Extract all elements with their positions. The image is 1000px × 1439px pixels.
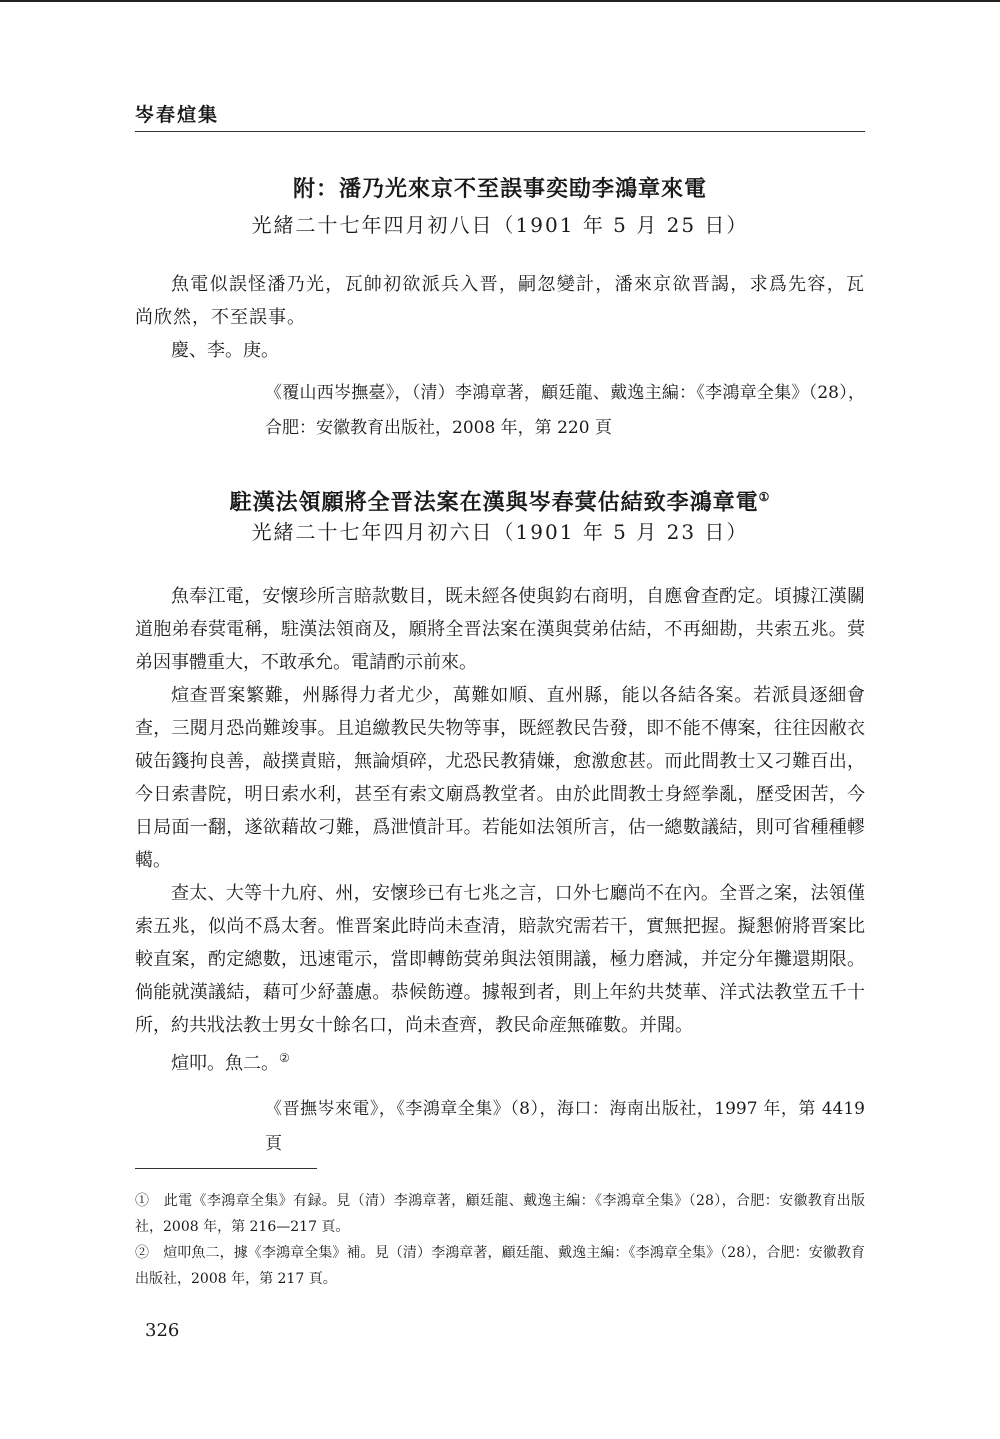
appendix-title: 附：潘乃光來京不至誤事奕劻李鴻章來電 <box>292 176 707 202</box>
footnote-ref-2[interactable]: ② <box>279 1051 290 1065</box>
telegram-paragraph-1: 魚奉江電，安懷珍所言賠款數目，既未經各使與鈞右商明，自應會查酌定。頃據江漢關道胞弟春蓂電稱，駐漢法領商及，願將全晋法案在漢與蓂弟估結，不再細勘，共索五兆。蓂弟因事體重大，不敢承允。電請酌示前來。 <box>135 586 865 673</box>
appendix-body <box>135 268 865 367</box>
telegram-date-block <box>135 517 865 547</box>
top-border-rule <box>0 0 1000 2</box>
telegram-closing <box>135 1042 865 1080</box>
running-head-title: 岑春煊集 <box>135 104 220 126</box>
telegram-paragraph-2: 煊查晋案繁難，州縣得力者尤少，萬難如順、直州縣，能以各結各案。若派員逐細會查，三閱月恐尚難竣事。且追繳教民失物等事，既經教民告發，即不能不傳案，往往因敝衣破缶籛拘良善，敲撲責賠，無論煩碎，尤恐民教猜嫌，愈激愈甚。而此間教士又刁難百出，今日索書院，明日索水利，甚至有索文廟爲教堂者。由於此間教士身經拳亂，歷受困苦，今日局面一翻，遂欲藉故刁難，爲泄憤計耳。若能如法領所言，估一總數議結，則可省種種轇轕。 <box>135 685 865 871</box>
footnote-separator <box>135 1168 317 1169</box>
appendix-paragraph-2: 慶、李。庚。 <box>171 340 279 361</box>
telegram-closing-text: 煊叩。魚二。 <box>171 1053 279 1074</box>
telegram-source-citation: 《晋撫岑來電》，《李鴻章全集》（8），海口：海南出版社，1997 年，第 4419 頁 <box>265 1099 865 1154</box>
appendix-date-block <box>135 210 865 240</box>
appendix-date: 光緒二十七年四月初八日（1901 年 5 月 25 日） <box>251 213 749 237</box>
header-rule <box>135 131 865 132</box>
appendix-source-citation: 《覆山西岑撫臺》，（清）李鴻章著，顧廷龍、戴逸主編：《李鴻章全集》（28），合肥：安徽教育出版社，2008 年，第 220 頁 <box>265 383 865 438</box>
telegram-title <box>135 482 865 517</box>
telegram-paragraph-3: 查太、大等十九府、州，安懷珍已有七兆之言，口外七廳尚不在內。全晋之案，法領僅索五兆，似尚不爲太奢。惟晋案此時尚未查清，賠款究需若干，實無把握。擬懇俯將晋案比較直案，酌定總數，迅速電示，當即轉飭蓂弟與法領開議，極力磨減，并定分年攤還期限。倘能就漢議結，藉可少紓藎慮。恭候飭遵。據報到者，則上年約共焚華、洋式法教堂五千十所，約共戕法教士男女十餘名口，尚未查齊，教民命産無確數。并聞。 <box>135 883 865 1036</box>
telegram-body <box>135 580 865 1080</box>
page-number: 326 <box>145 1320 180 1341</box>
footnote-2: ② 煊叩魚二，據《李鴻章全集》補。見（清）李鴻章著，顧廷龍、戴逸主編：《李鴻章全集》（28），合肥：安徽教育出版社，2008 年，第 217 頁。 <box>135 1245 865 1287</box>
appendix-paragraph-1: 魚電似誤怪潘乃光，瓦帥初欲派兵入晋，嗣忽變計，潘來京欲晋謁，求爲先容，瓦尚欣然，不至誤事。 <box>135 274 865 328</box>
appendix-title-block <box>135 174 865 204</box>
footnote-1: ① 此電《李鴻章全集》有録。見（清）李鴻章著，顧廷龍、戴逸主編：《李鴻章全集》（28），合肥：安徽教育出版社，2008 年，第 216—217 頁。 <box>135 1193 865 1235</box>
telegram-title-block <box>135 482 865 517</box>
telegram-title-text: 駐漢法領願將全晋法案在漢與岑春蓂估結致李鴻章電 <box>229 489 759 516</box>
footnote-ref-1[interactable]: ① <box>758 490 771 504</box>
telegram-date: 光緒二十七年四月初六日（1901 年 5 月 23 日） <box>251 520 749 544</box>
